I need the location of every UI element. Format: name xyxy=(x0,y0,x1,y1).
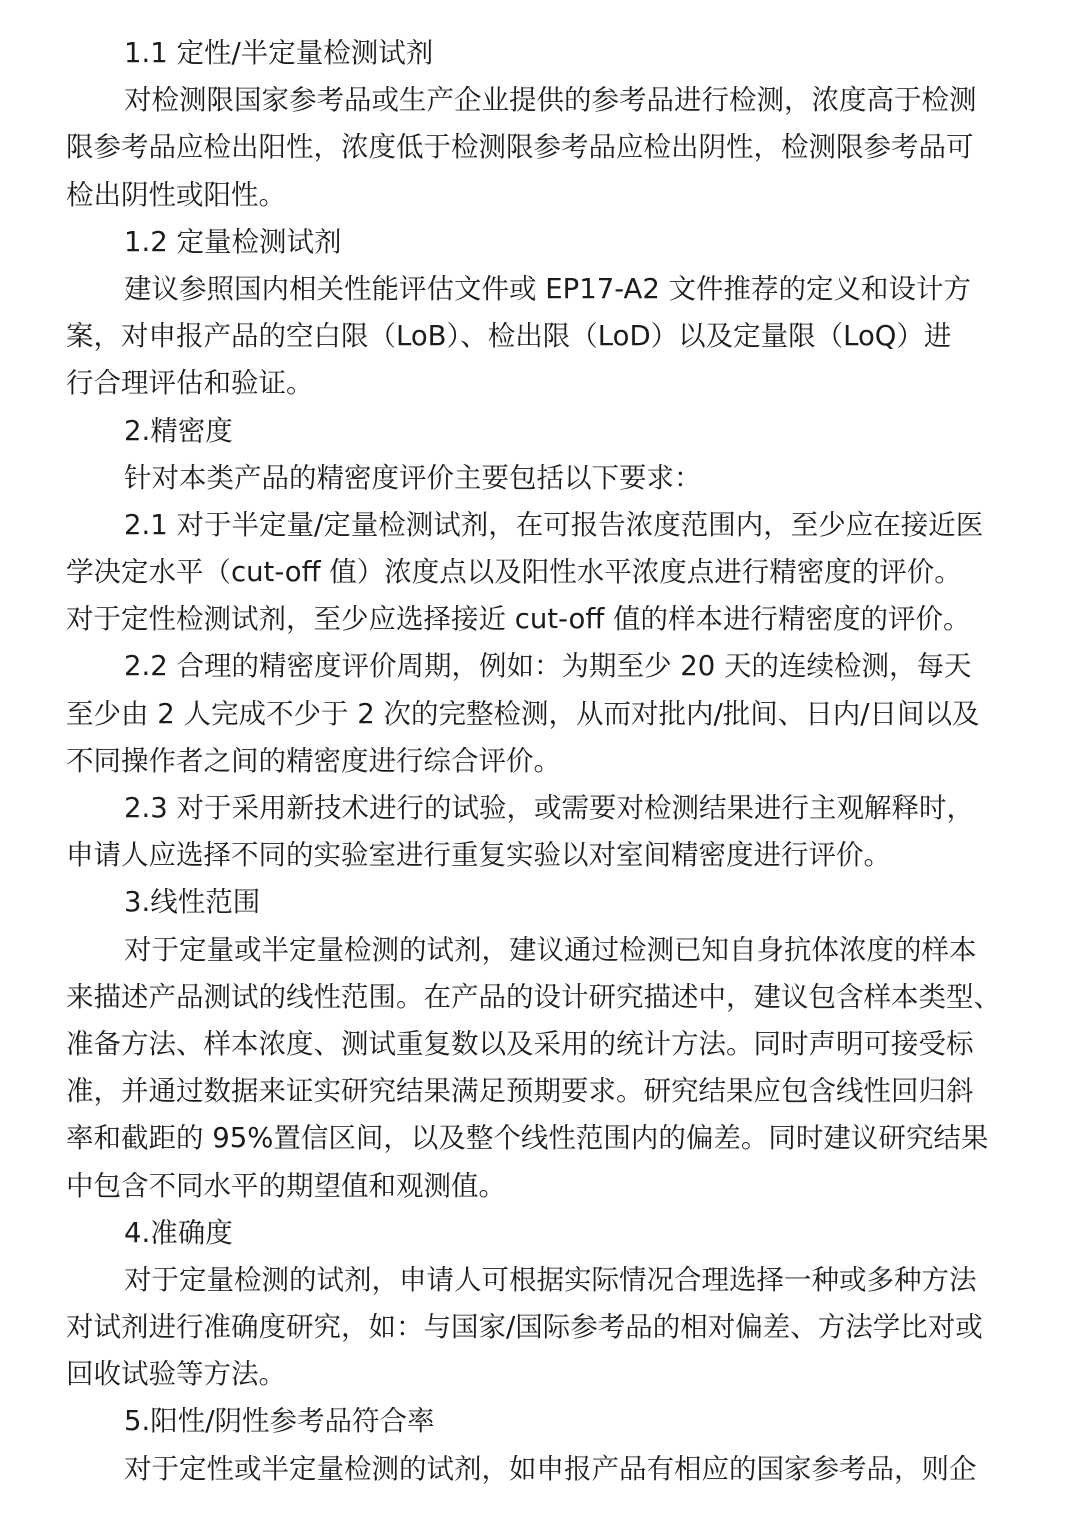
paragraph xyxy=(66,266,1016,408)
paragraph-line: 申请人应选择不同的实验室进行重复实验以对室间精密度进行评价。 xyxy=(66,839,891,872)
heading-line: 3.线性范围 xyxy=(124,886,261,919)
paragraph-line: 回收试验等方法。 xyxy=(66,1358,286,1391)
paragraph-line: 2.3 对于采用新技术进行的试验，或需要对检测结果进行主观解释时， xyxy=(124,792,974,824)
heading-line: 1.2 定量检测试剂 xyxy=(124,225,342,258)
paragraph-line: 检出阴性或阳性。 xyxy=(66,178,286,211)
paragraph-line: 对试剂进行准确度研究，如：与国家/国际参考品的相对偏差、方法学比对或 xyxy=(66,1311,983,1344)
paragraph xyxy=(66,643,1016,785)
paragraph-line: 案，对申报产品的空白限（LoB）、检出限（LoD）以及定量限（LoQ）进 xyxy=(66,320,952,353)
paragraph-line: 准备方法、样本浓度、测试重复数以及采用的统计方法。同时声明可接受标 xyxy=(66,1027,974,1060)
paragraph-line: 建议参照国内相关性能评估文件或 EP17-A2 文件推荐的定义和设计方 xyxy=(124,272,972,305)
paragraph xyxy=(66,785,1016,879)
document-page xyxy=(66,30,1016,1493)
paragraph-line: 对于定量检测的试剂，申请人可根据实际情况合理选择一种或多种方法 xyxy=(124,1263,977,1296)
heading-line: 5.阳性/阴性参考品符合率 xyxy=(124,1405,435,1438)
paragraph-line: 对于定性或半定量检测的试剂，如申报产品有相应的国家参考品，则企 xyxy=(124,1452,977,1485)
section-heading xyxy=(66,879,1016,926)
paragraph-line: 2.1 对于半定量/定量检测试剂，在可报告浓度范围内，至少应在接近医 xyxy=(124,508,984,541)
paragraph-line: 来描述产品测试的线性范围。在产品的设计研究描述中，建议包含样本类型、 xyxy=(66,980,1001,1013)
paragraph-line: 准，并通过数据来证实研究结果满足预期要求。研究结果应包含线性回归斜 xyxy=(66,1075,974,1108)
paragraph xyxy=(66,77,1016,219)
heading-line: 1.1 定性/半定量检测试剂 xyxy=(124,37,434,69)
paragraph-line: 至少由 2 人完成不少于 2 次的完整检测，从而对批内/批间、日内/日间以及 xyxy=(66,697,980,730)
paragraph-line: 率和截距的 95%置信区间，以及整个线性范围内的偏差。同时建议研究结果 xyxy=(66,1122,989,1155)
paragraph-line: 中包含不同水平的期望值和观测值。 xyxy=(66,1169,506,1202)
section-heading xyxy=(66,30,1016,77)
section-heading xyxy=(66,219,1016,266)
heading-line: 4.准确度 xyxy=(124,1216,233,1249)
paragraph-line: 对于定量或半定量检测的试剂，建议通过检测已知自身抗体浓度的样本 xyxy=(124,933,977,966)
paragraph xyxy=(66,1257,1016,1399)
paragraph xyxy=(66,1446,1016,1493)
paragraph-line: 学决定水平（cut-off 值）浓度点以及阳性水平浓度点进行精密度的评价。 xyxy=(66,556,962,589)
section-heading xyxy=(66,1210,1016,1257)
paragraph-line: 对检测限国家参考品或生产企业提供的参考品进行检测，浓度高于检测 xyxy=(124,84,977,117)
paragraph-line: 行合理评估和验证。 xyxy=(66,367,314,400)
paragraph-line: 针对本类产品的精密度评价主要包括以下要求： xyxy=(124,461,702,494)
paragraph xyxy=(66,927,1016,1210)
paragraph xyxy=(66,502,1016,644)
section-heading xyxy=(66,1398,1016,1445)
paragraph-line: 对于定性检测试剂，至少应选择接近 cut-off 值的样本进行精密度的评价。 xyxy=(66,603,971,636)
heading-line: 2.精密度 xyxy=(124,414,233,447)
section-heading xyxy=(66,408,1016,455)
paragraph-line: 限参考品应检出阳性，浓度低于检测限参考品应检出阴性，检测限参考品可 xyxy=(66,131,974,164)
paragraph-line: 不同操作者之间的精密度进行综合评价。 xyxy=(66,744,561,777)
paragraph-line: 2.2 合理的精密度评价周期，例如：为期至少 20 天的连续检测，每天 xyxy=(124,650,972,683)
paragraph xyxy=(66,455,1016,502)
